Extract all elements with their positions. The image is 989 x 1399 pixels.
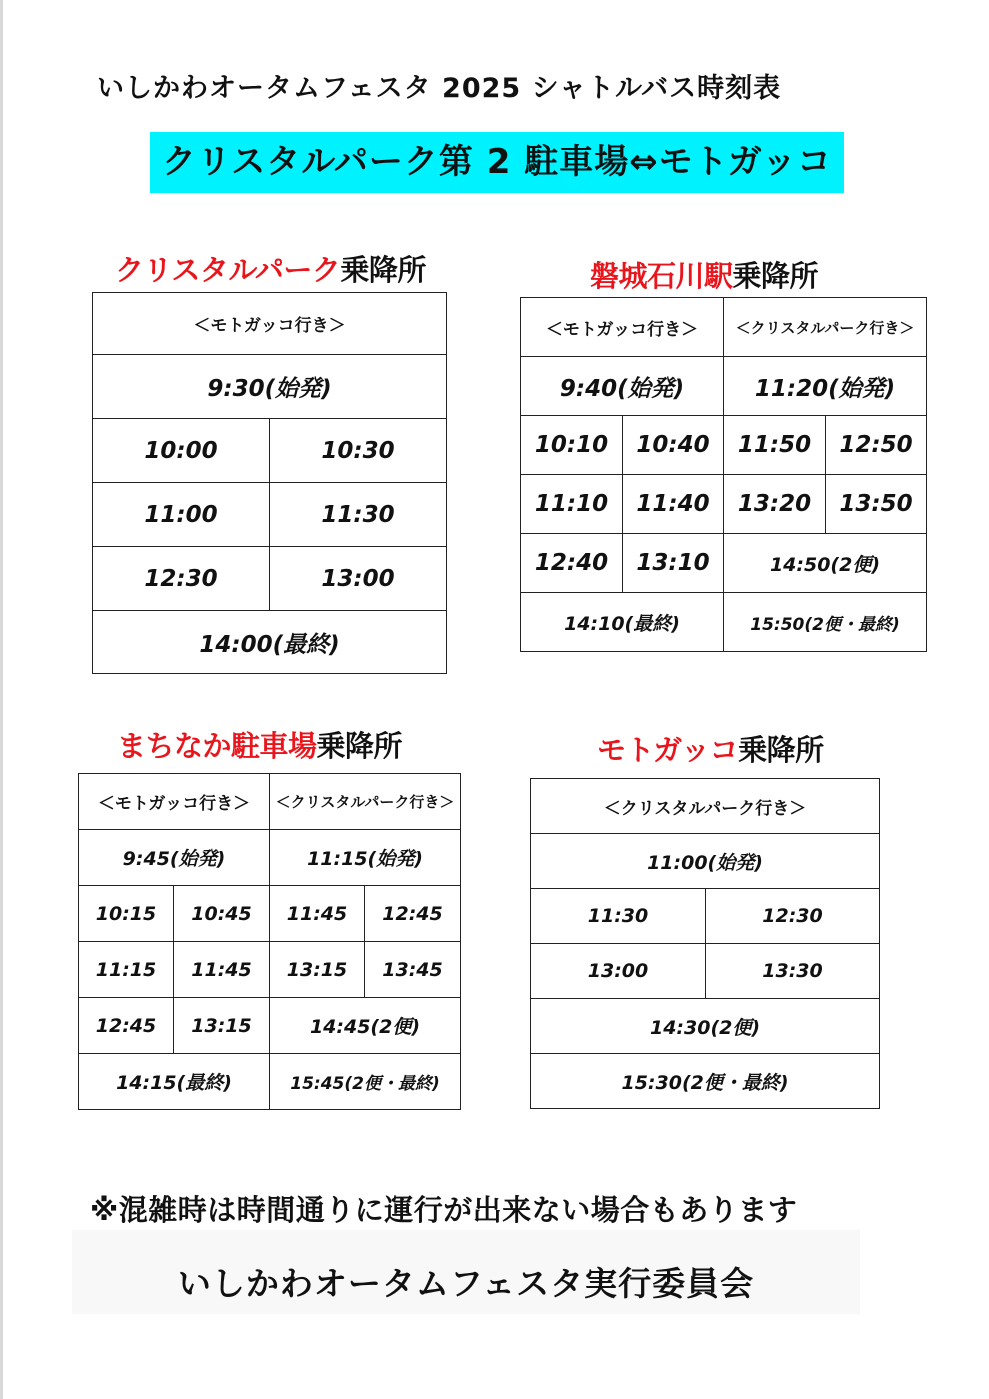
departure-time: 11:15 [79, 942, 174, 998]
departure-time: 14:50(2便) [724, 534, 927, 593]
departure-time: 11:50 [724, 416, 826, 475]
direction-header: ＜クリスタルパーク行き＞ [531, 779, 880, 834]
stop-title-crystal [115, 248, 426, 289]
departure-time: 10:45 [174, 886, 270, 942]
departure-time: 11:10 [521, 475, 623, 534]
departure-time: 11:45 [270, 886, 365, 942]
direction-header: ＜モトガッコ行き＞ [93, 293, 447, 355]
direction-header: ＜クリスタルパーク行き＞ [724, 298, 927, 357]
timetable-iwaki [520, 297, 927, 652]
page-title: いしかわオータムフェスタ 2025 シャトルバス時刻表 [97, 73, 782, 104]
last-departure: 15:45(2便・最終) [270, 1054, 461, 1110]
departure-time: 11:45 [174, 942, 270, 998]
departure-time: 11:30 [531, 889, 706, 944]
departure-time: 11:40 [623, 475, 724, 534]
departure-time: 12:30 [706, 889, 880, 944]
departure-time: 10:00 [93, 419, 270, 483]
departure-time: 13:45 [365, 942, 461, 998]
stop-title-iwaki [590, 254, 818, 295]
timetable-motogakko [530, 778, 880, 1109]
departure-time: 10:15 [79, 886, 174, 942]
departure-time: 12:30 [93, 547, 270, 611]
stop-suffix: 乗降所 [316, 729, 403, 763]
direction-header: ＜モトガッコ行き＞ [79, 774, 270, 830]
departure-time: 14:45(2便) [270, 998, 461, 1054]
departure-time: 13:20 [724, 475, 826, 534]
timetable-crystal [92, 292, 447, 674]
congestion-note: ※混雑時は時間通りに運行が出来ない場合もあります [90, 1193, 798, 1227]
page-edge [0, 0, 3, 1399]
last-departure: 15:50(2便・最終) [724, 593, 927, 652]
last-departure: 15:30(2便・最終) [531, 1054, 880, 1109]
departure-time: 13:15 [270, 942, 365, 998]
route-banner: クリスタルパーク第 2 駐車場⇔モトガッコ [150, 132, 844, 193]
departure-time: 12:45 [365, 886, 461, 942]
stop-name: まちなか駐車場 [117, 729, 317, 763]
first-departure: 11:00(始発) [531, 834, 880, 889]
first-departure: 9:40(始発) [521, 357, 724, 416]
departure-time: 10:40 [623, 416, 724, 475]
stop-title-motogakko [597, 728, 824, 769]
stop-suffix: 乗降所 [340, 253, 426, 287]
organizer-name: いしかわオータムフェスタ実行委員会 [177, 1264, 755, 1303]
timetable-machinaka [78, 773, 461, 1110]
departure-time: 10:30 [270, 419, 447, 483]
first-departure: 11:20(始発) [724, 357, 927, 416]
departure-time: 14:30(2便) [531, 999, 880, 1054]
stop-name: 磐城石川駅 [590, 259, 733, 293]
departure-time: 10:10 [521, 416, 623, 475]
last-departure: 14:10(最終) [521, 593, 724, 652]
departure-time: 12:45 [79, 998, 174, 1054]
departure-time: 13:10 [623, 534, 724, 593]
departure-time: 13:50 [826, 475, 927, 534]
stop-title-machinaka [117, 724, 402, 765]
departure-time: 11:30 [270, 483, 447, 547]
first-departure: 9:45(始発) [79, 830, 270, 886]
stop-suffix: 乗降所 [732, 259, 819, 293]
departure-time: 12:50 [826, 416, 927, 475]
departure-time: 13:00 [531, 944, 706, 999]
last-departure: 14:00(最終) [93, 611, 447, 674]
first-departure: 11:15(始発) [270, 830, 461, 886]
last-departure: 14:15(最終) [79, 1054, 270, 1110]
departure-time: 13:30 [706, 944, 880, 999]
stop-suffix: 乗降所 [738, 733, 824, 767]
departure-time: 11:00 [93, 483, 270, 547]
direction-header: ＜モトガッコ行き＞ [521, 298, 724, 357]
first-departure: 9:30(始発) [93, 355, 447, 419]
departure-time: 12:40 [521, 534, 623, 593]
direction-header: ＜クリスタルパーク行き＞ [270, 774, 461, 830]
stop-name: クリスタルパーク [115, 253, 341, 287]
departure-time: 13:15 [174, 998, 270, 1054]
stop-name: モトガッコ [597, 733, 739, 767]
departure-time: 13:00 [270, 547, 447, 611]
